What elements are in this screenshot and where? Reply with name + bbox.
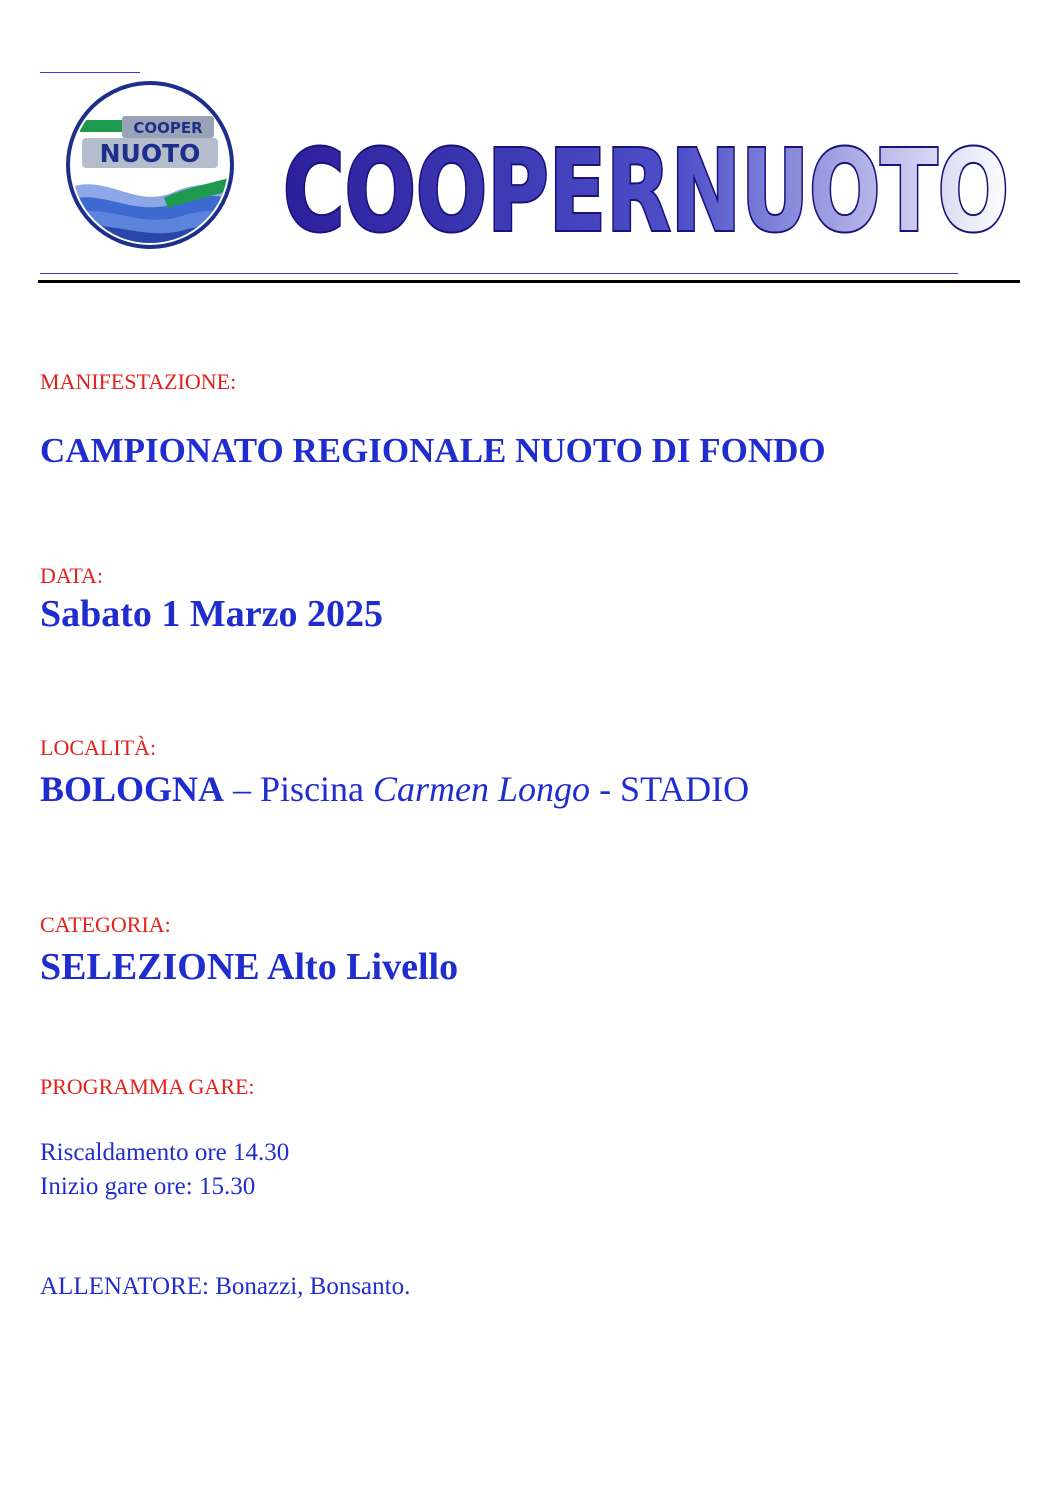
- logo-text-cooper: COOPER: [133, 119, 203, 137]
- coopernuoto-logo: [64, 80, 236, 250]
- event-title: CAMPIONATO REGIONALE NUOTO DI FONDO: [40, 431, 826, 470]
- program-line: Riscaldamento ore 14.30: [40, 1139, 290, 1166]
- program-label: PROGRAMMA GARE:: [40, 1074, 255, 1099]
- wordmark-text: COOPERNUOTO: [283, 128, 1009, 244]
- location-label: LOCALITÀ:: [40, 735, 157, 760]
- location-suffix: - STADIO: [590, 769, 750, 809]
- coach-label: ALLENATORE:: [40, 1273, 209, 1300]
- category-value: SELEZIONE Alto Livello: [40, 946, 459, 988]
- event-label: MANIFESTAZIONE:: [40, 369, 237, 394]
- date-value: Sabato 1 Marzo 2025: [40, 593, 384, 635]
- location-value: [40, 768, 749, 810]
- category-label: CATEGORIA:: [40, 912, 171, 937]
- location-venue: Carmen Longo: [373, 769, 591, 809]
- top-short-rule: [40, 72, 140, 73]
- coach-line: [40, 1273, 410, 1301]
- header-thick-rule: [38, 280, 1020, 283]
- location-city: BOLOGNA: [40, 769, 225, 809]
- location-separator: – Piscina: [224, 769, 374, 809]
- coach-names: Bonazzi, Bonsanto.: [208, 1273, 411, 1300]
- program-line: Inizio gare ore: 15.30: [40, 1173, 256, 1200]
- header-thin-rule: [40, 273, 958, 274]
- logo-text-nuoto: NUOTO: [99, 139, 201, 168]
- date-label: DATA:: [40, 563, 104, 588]
- coopernuoto-wordmark: [278, 128, 1014, 244]
